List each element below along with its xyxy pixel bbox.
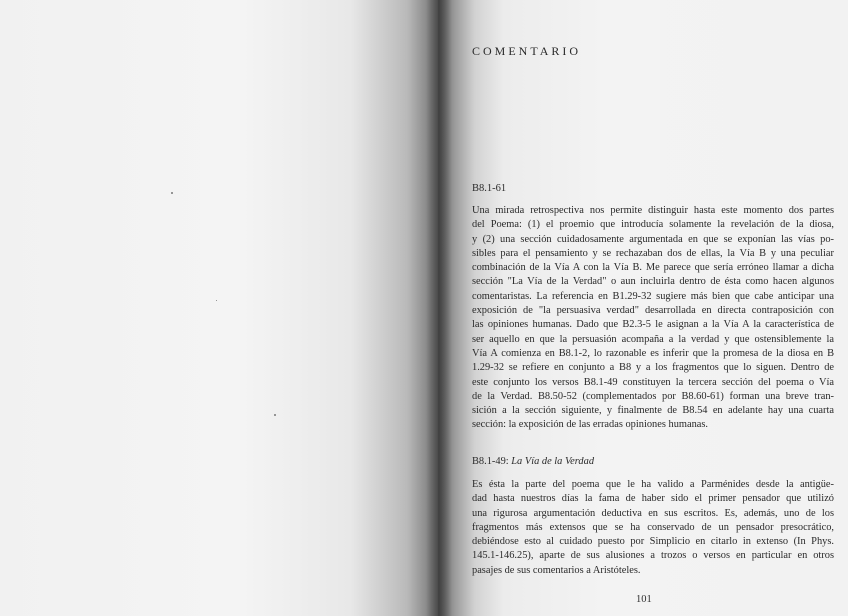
subheading-ref: B8.1-49:	[472, 456, 509, 467]
text-line: exposición de "la persuasiva verdad" desarrollada en directa contraposición con	[472, 305, 834, 317]
text-line: este conjunto los versos B8.1-49 constituyen la tercera sección del poema o Vía	[472, 376, 834, 388]
text-line: dad hasta nuestros días la fama de haber sido el primer pensador que utilizó	[472, 493, 834, 505]
text-line: del Poema: (1) el proemio que introducía solamente la revelación de la diosa,	[472, 219, 834, 231]
subheading	[472, 456, 594, 467]
text-line: sición a la sección siguiente, y finalmente de B8.54 en adelante hay una cuarta	[472, 405, 834, 417]
paragraph-intro	[472, 204, 834, 433]
text-line: Vía A comienza en B8.1-2, lo razonable es inferir que la promesa de la diosa en B	[472, 347, 834, 359]
subheading-title: La Vía de la Verdad	[511, 456, 595, 467]
text-line: una rigurosa argumentación deductiva en sus escritos. Es, además, uno de los	[472, 507, 834, 519]
paper-speck	[216, 300, 217, 301]
text-line: ser aquello en que la persuasión acompaña a la verdad y que ostensiblemente la	[472, 333, 834, 345]
text-line: combinación de la Vía A con la Vía B. Me parece que sería erróneo llamar a dicha	[472, 262, 834, 274]
text-line: sección "La Vía de la Verdad" o aun incluirla dentro de ésta como hacen algunos	[472, 276, 834, 288]
text-line: y (2) una sección cuidadosamente argumentada en que se exponían las vías po-	[472, 233, 834, 245]
reference-heading: B8.1-61	[472, 183, 507, 194]
text-line: Es ésta la parte del poema que le ha valido a Parménides desde la antigüe-	[472, 479, 834, 490]
text-line: sibles para el pensamiento y se rechazaban dos de ellas, la Vía B y una peculiar	[472, 247, 834, 259]
text-line: comentaristas. La referencia en B1.29-32 sugiere más bien que cabe anticipar una	[472, 290, 834, 302]
text-line: de la Verdad. B8.50-52 (complementados por B8.60-61) forman una breve tran-	[472, 390, 834, 402]
paper-speck	[274, 414, 276, 416]
section-title: COMENTARIO	[472, 44, 582, 58]
text-line: sección: la exposición de las erradas opiniones humanas.	[472, 419, 709, 431]
page-number: 101	[636, 594, 652, 605]
paragraph-via-verdad	[472, 478, 834, 578]
book-gutter-shadow	[426, 0, 452, 616]
text-line: fragmentos más extensos que se ha conservado de un pensador presocrático,	[472, 521, 834, 533]
text-line: 145.1-146.25), aparte de sus alusiones a trozos o versos en particular en otros	[472, 550, 834, 562]
paper-speck	[171, 192, 173, 194]
text-line: debiéndose esto al cuidado puesto por Simplicio en citarlo in extenso (In Phys.	[472, 536, 834, 548]
text-line: 1.29-32 se refiere en conjunto a B8 y a los fragmentos que lo siguen. Dentro de	[472, 362, 834, 374]
text-line: Una mirada retrospectiva nos permite distinguir hasta este momento dos partes	[472, 205, 834, 216]
text-line: pasajes de sus comentarios a Aristóteles.	[472, 564, 641, 576]
text-line: las opiniones humanas. Dado que B2.3-5 le asignan a la Vía A la característica de	[472, 319, 834, 331]
